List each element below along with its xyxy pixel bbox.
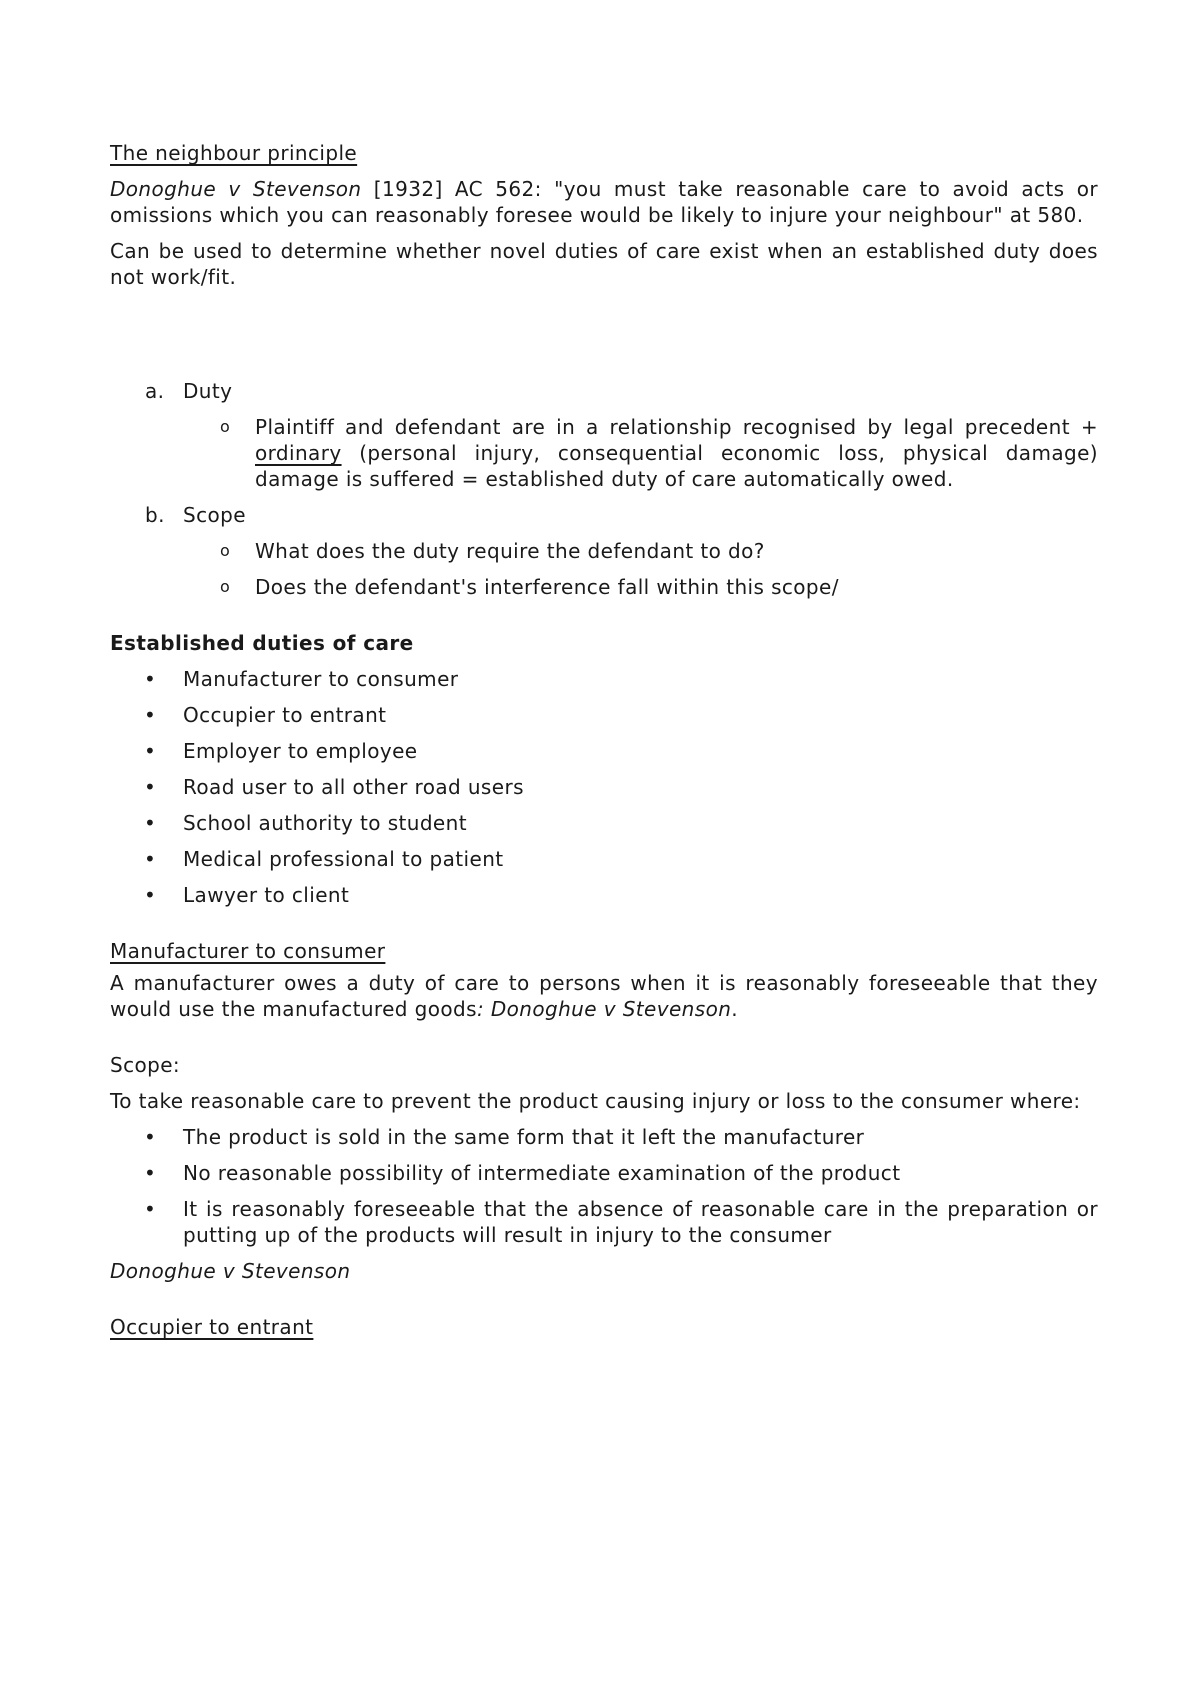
step-label: Duty: [183, 379, 233, 403]
quote-text: [1932] AC 562: "you must take reasonable care to avoid acts or omissions which you can reasonably foresee would be likely to injure your neighbour" at 580.: [110, 177, 1098, 227]
sub-bullet-marker: o: [220, 417, 231, 436]
list-item: • It is reasonably foreseeable that the absence of reasonable care in the preparation or putting up of the products will result in injury to the consumer: [144, 1197, 1098, 1247]
list-item: • The product is sold in the same form that it left the manufacturer: [144, 1125, 865, 1149]
case-name: Donoghue v Stevenson: [110, 177, 362, 201]
step-scope: [110, 502, 1098, 528]
list-item: • Employer to employee: [144, 739, 418, 763]
scope-paragraph: To take reasonable care to prevent the product causing injury or loss to the consumer where:: [110, 1089, 1081, 1113]
scope-conditions-list: [110, 1124, 1098, 1248]
occupier-heading: Occupier to entrant: [110, 1315, 314, 1339]
neighbour-principle-heading: The neighbour principle: [110, 141, 358, 165]
list-item: • Road user to all other road users: [144, 775, 524, 799]
list-item: • Lawyer to client: [144, 883, 350, 907]
case-reference: Donoghue v Stevenson: [110, 1259, 351, 1283]
sub-bullet-marker: o: [220, 577, 231, 596]
usage-paragraph: Can be used to determine whether novel duties of care exist when an established duty does not work/fit.: [110, 239, 1098, 289]
manufacturer-heading: Manufacturer to consumer: [110, 939, 386, 963]
manufacturer-paragraph: A manufacturer owes a duty of care to persons when it is reasonably foreseeable that they would use the manufactured goods: Donoghue v Stevenson.: [110, 971, 1098, 1021]
ordinary-term: ordinary: [255, 441, 342, 465]
case-name: : Donoghue v Stevenson: [476, 997, 732, 1021]
donoghue-quote-paragraph: [110, 176, 1098, 228]
step-marker: a.: [145, 379, 165, 403]
scope-label: Scope:: [110, 1053, 181, 1077]
step-label: Scope: [183, 503, 246, 527]
scope-point: o What does the duty require the defendant to do?: [220, 539, 765, 563]
established-duties-heading: Established duties of care: [110, 631, 414, 655]
list-item: • Medical professional to patient: [144, 847, 504, 871]
step-duty: [110, 378, 1098, 404]
sub-bullet-marker: o: [220, 541, 231, 560]
list-item: • Occupier to entrant: [144, 703, 387, 727]
list-item: • No reasonable possibility of intermediate examination of the product: [144, 1161, 901, 1185]
document-page: [110, 140, 1098, 1340]
scope-point: o Does the defendant's interference fall within this scope/: [220, 575, 839, 599]
established-duties-list: [110, 666, 1098, 908]
list-item: • School authority to student: [144, 811, 467, 835]
duty-point: o Plaintiff and defendant are in a relationship recognised by legal precedent + ordinary (personal injury, consequential economic loss, physical damage) damage is suffered = established duty of care automatically owed.: [220, 415, 1098, 491]
step-marker: b.: [145, 503, 165, 527]
list-item: • Manufacturer to consumer: [144, 667, 459, 691]
